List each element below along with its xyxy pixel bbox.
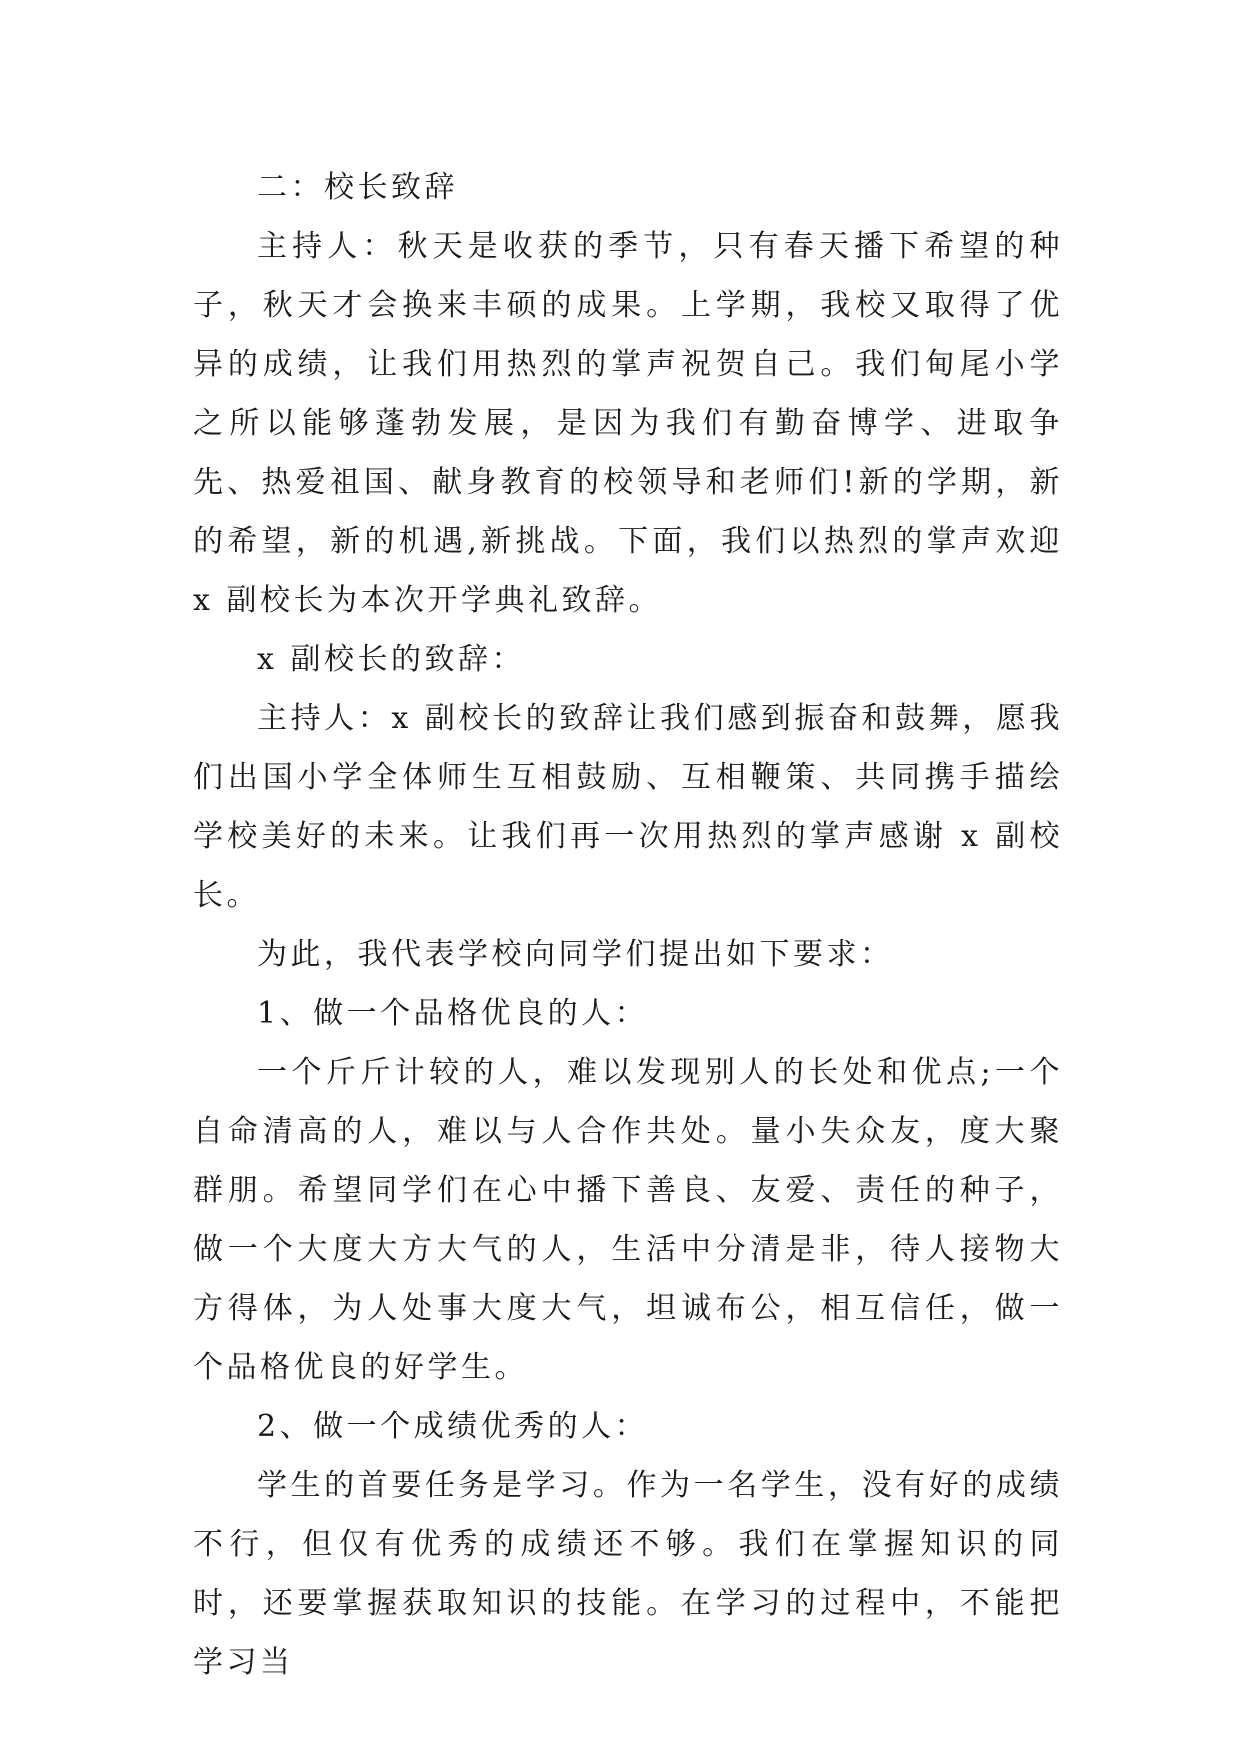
section-heading-principal-speech: 二：校长致辞 xyxy=(257,170,458,205)
document-body xyxy=(193,158,1063,1692)
list-item-heading-1: 1、做一个品格优良的人： xyxy=(257,996,649,1031)
paragraph-requirements-intro: 为此，我代表学校向同学们提出如下要求： xyxy=(257,937,894,972)
paragraph-vice-principal-speech-label: x 副校长的致辞： xyxy=(257,642,525,677)
paragraph-good-grades: 学生的首要任务是学习。作为一名学生，没有好的成绩不行，但仅有优秀的成绩还不够。我们在掌握知识的同时，还要掌握获取知识的技能。在学习的过程中，不能把学习当 xyxy=(193,1468,1063,1680)
paragraph-good-character: 一个斤斤计较的人，难以发现别人的长处和优点;一个自命清高的人，难以与人合作共处。量小失众友，度大聚群朋。希望同学们在心中播下善良、友爱、责任的种子，做一个大度大方大气的人，生活中分清是非，待人接物大方得体，为人处事大度大气，坦诚布公，相互信任，做一个品格优良的好学生。 xyxy=(193,1055,1063,1385)
paragraph-host-thanks: 主持人：x 副校长的致辞让我们感到振奋和鼓舞，愿我们出国小学全体师生互相鼓励、互相鞭策、共同携手描绘学校美好的未来。让我们再一次用热烈的掌声感谢 x 副校长。 xyxy=(193,701,1063,913)
list-item-heading-2: 2、做一个成绩优秀的人： xyxy=(257,1409,649,1444)
paragraph-host-intro: 主持人：秋天是收获的季节，只有春天播下希望的种子，秋天才会换来丰硕的成果。上学期，我校又取得了优异的成绩，让我们用热烈的掌声祝贺自己。我们甸尾小学之所以能够蓬勃发展，是因为我们有勤奋博学、进取争先、热爱祖国、献身教育的校领导和老师们!新的学期，新的希望，新的机遇,新挑战。下面，我们以热烈的掌声欢迎 x 副校长为本次开学典礼致辞。 xyxy=(193,229,1063,618)
